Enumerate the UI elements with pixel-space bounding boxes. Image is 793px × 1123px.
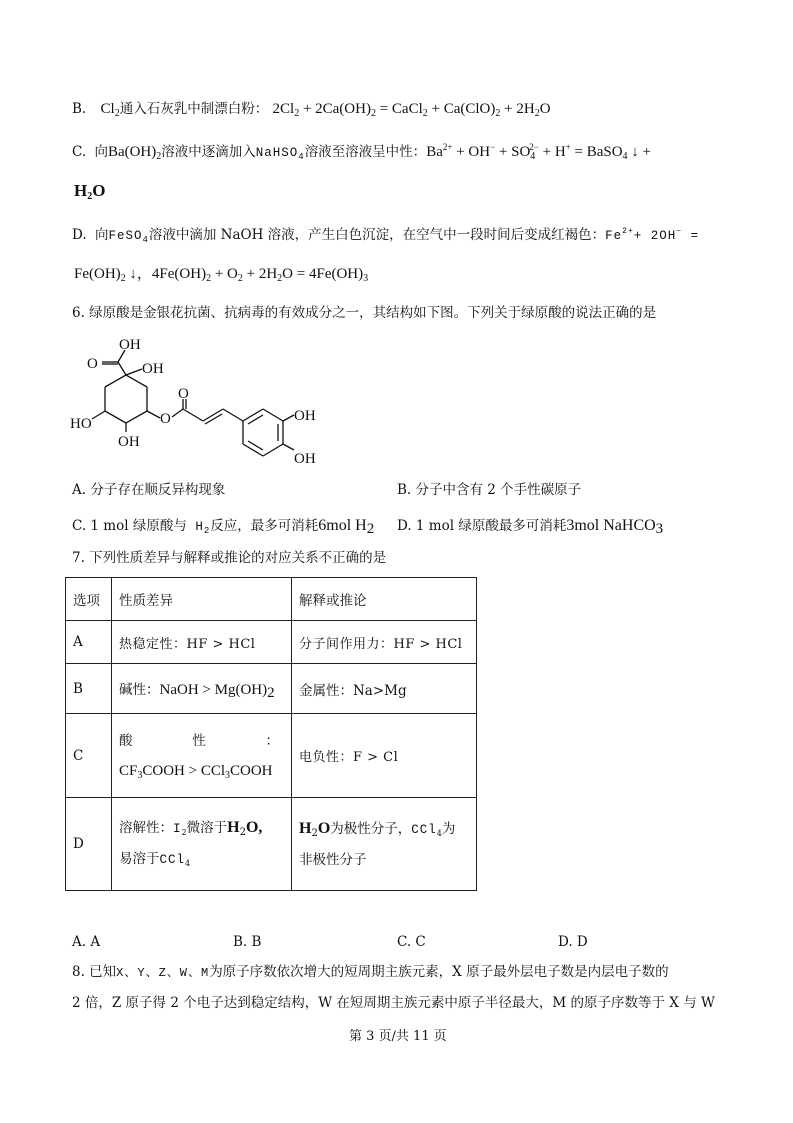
table-row: C 酸 性 ： $CF_3COOH$ > CCl$_3$COOH 电负性：F > Cl bbox=[66, 714, 477, 798]
q5-c-water: $H_2O$ bbox=[74, 181, 106, 202]
q5-option-b: B. $Cl_2$通入石灰乳中制漂白粉： $2Cl_2 + 2Ca(OH)_2$ = CaCl$_2$ + $Ca(ClO)_2 + 2H_2O$ bbox=[72, 101, 551, 119]
label-bottom-oh: OH bbox=[118, 434, 140, 450]
table-header-row bbox=[66, 578, 477, 621]
page-footer: 第 3 页/共 11 页 bbox=[349, 1029, 447, 1044]
q7-stem: 7. 下列性质差异与解释或推论的对应关系不正确的是 bbox=[72, 550, 387, 566]
table-row: B 碱性：NaOH > $Mg(OH)_2$ 金属性：Na>Mg bbox=[66, 664, 477, 714]
option-text: 通入石灰乳中制漂白粉： bbox=[119, 101, 269, 117]
label-ho: HO bbox=[70, 416, 92, 432]
label-ring-oh-1: OH bbox=[294, 408, 316, 424]
q8-line-2: 2 倍，Z 原子得 2 个电子达到稳定结构，W 在短周期主族元素中原子半径最大，M 的原子序数等于 X 与 W bbox=[72, 995, 715, 1011]
option-label: B. bbox=[72, 101, 87, 117]
q6-option-c: C. 1 mol 绿原酸与 $H_2$反应，最多可消耗6mol $H_2$ bbox=[72, 517, 375, 537]
header-reason: 解释或推论 bbox=[292, 578, 477, 621]
q6-option-b: B. 分子中含有 2 个手性碳原子 bbox=[397, 482, 582, 498]
table-row: D 溶解性：$I_2$微溶于$H_2O$, 易溶于CCl$_4$ $H_2O$为极性分子，CCl$_4$为 非极性分子 bbox=[66, 798, 477, 891]
q5-d-equation: $Fe(OH)_2$ ↓，$4Fe(OH)_2 + O_2 + 2H_2O = 4Fe(OH)_3$ bbox=[74, 266, 369, 284]
label-carbonyl-o: O bbox=[178, 386, 189, 402]
q7-answer-a: A. A bbox=[72, 934, 101, 950]
q6-stem: 6. 绿原酸是金银花抗菌、抗病毒的有效成分之一，其结构如下图。下列关于绿原酸的说法正确的是 bbox=[72, 305, 657, 321]
q7-answer-c: C. C bbox=[397, 934, 426, 950]
q5-option-d: D. 向FeSO$_4$溶液中滴加 NaOH 溶液，产生白色沉淀，在空气中一段时间后变成红褐色：$Fe^{2+}+ 2OH^-$ = bbox=[72, 227, 700, 245]
header-option: 选项 bbox=[66, 578, 112, 621]
chlorogenic-acid-structure bbox=[70, 330, 330, 470]
q7-table bbox=[65, 577, 477, 891]
label-c1-oh: OH bbox=[142, 361, 164, 377]
label-acid-oh: OH bbox=[119, 337, 141, 353]
q7-answer-d: D. D bbox=[558, 934, 588, 950]
header-property: 性质差异 bbox=[112, 578, 292, 621]
label-ring-oh-2: OH bbox=[294, 451, 316, 467]
table-row: A 热稳定性：HF > HCl 分子间作用力：HF > HCl bbox=[66, 621, 477, 664]
q6-option-d: D. 1 mol 绿原酸最多可消耗3mol NaHCO$_3$ bbox=[397, 517, 664, 537]
label-acid-o: O bbox=[87, 356, 98, 372]
q5-option-c: C. 向$Ba(OH)_2$溶液中逐滴加入NaHSO$_4$溶液至溶液呈中性：$Ba^{2+} + OH^- + SO_4^{2-} + H^+$ = BaSO$_4$ ↓ + bbox=[72, 142, 651, 162]
q7-answer-b: B. B bbox=[233, 934, 262, 950]
q6-option-a: A. 分子存在顺反异构现象 bbox=[72, 482, 226, 498]
label-ester-o: O bbox=[160, 411, 171, 427]
q8-line-1: 8. 已知X、Y、Z、W、M为原子序数依次增大的短周期主族元素，X 原子最外层电子数是内层电子数的 bbox=[72, 964, 669, 980]
